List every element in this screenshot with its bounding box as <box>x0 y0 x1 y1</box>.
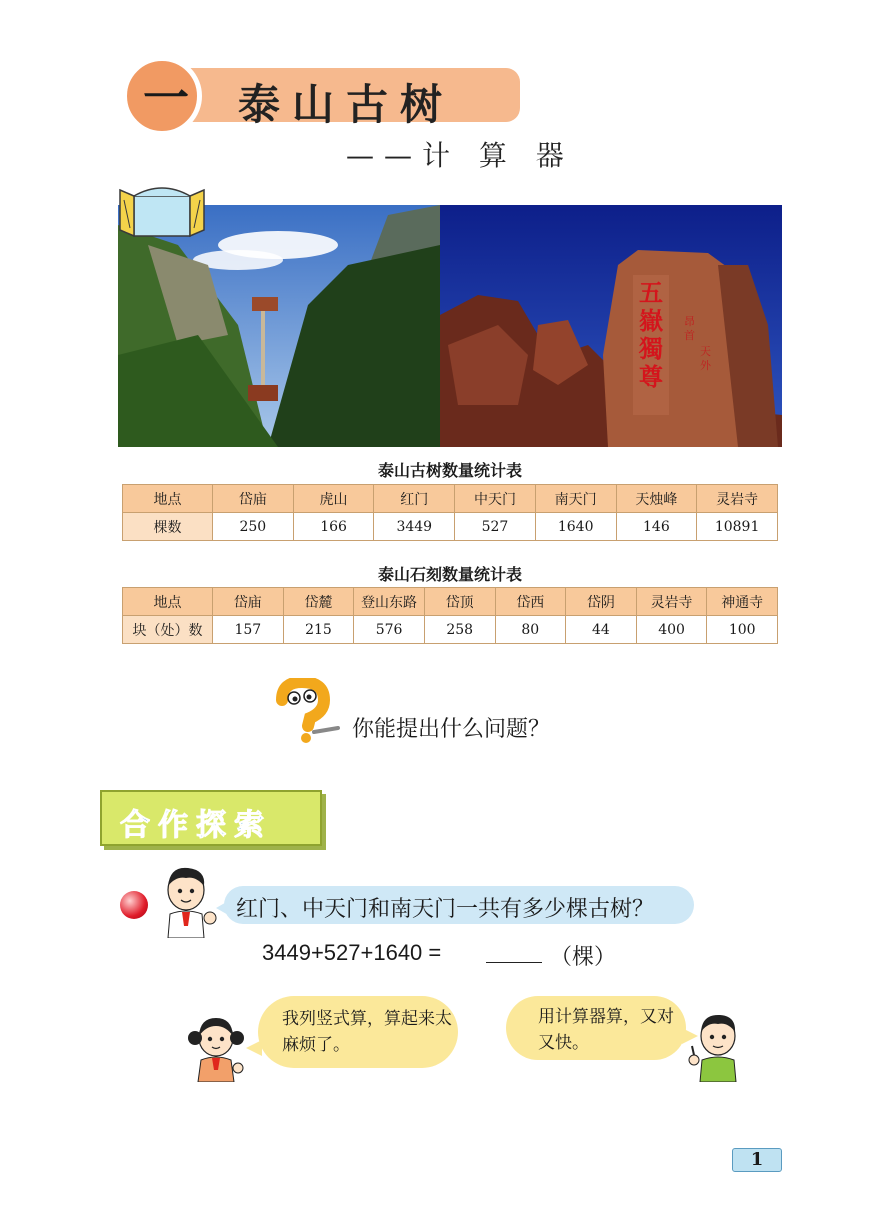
table-header-row <box>123 588 778 616</box>
table-cell: 215 <box>283 616 354 644</box>
question-mark-icon <box>272 678 344 744</box>
window-icon <box>116 178 208 238</box>
table-cell: 527 <box>455 513 536 541</box>
problem-question: 红门、中天门和南天门一共有多少棵古树？ <box>236 897 655 922</box>
table-cell: 80 <box>495 616 566 644</box>
table-cell: 250 <box>213 513 294 541</box>
table-header-cell: 岱顶 <box>424 588 495 616</box>
table-header-row <box>123 485 778 513</box>
boy-character-icon <box>156 864 218 938</box>
ancient-trees-table <box>122 484 778 541</box>
chapter-number: 一 <box>143 71 189 125</box>
chapter-title: 泰山古树 <box>238 80 455 129</box>
table-cell: 10891 <box>697 513 778 541</box>
table-row-head: 块（处）数 <box>123 616 213 644</box>
girl-speech-text: 我列竖式算，算起来太麻烦了。 <box>282 1009 452 1055</box>
page-number: 1 <box>750 1149 764 1170</box>
table-header-cell: 天烛峰 <box>616 485 697 513</box>
table-cell: 157 <box>213 616 284 644</box>
svg-text:獨: 獨 <box>639 334 663 363</box>
table-header-cell: 灵岩寺 <box>697 485 778 513</box>
equation: 3449+527+1640 = <box>262 940 442 965</box>
table-cell: 1640 <box>535 513 616 541</box>
table-header-cell: 灵岩寺 <box>636 588 707 616</box>
boy-character-icon <box>686 1012 748 1082</box>
table-header-cell: 岱庙 <box>213 588 284 616</box>
svg-text:嶽: 嶽 <box>639 306 663 335</box>
svg-text:外: 外 <box>700 359 711 372</box>
table-header-cell: 地点 <box>123 485 213 513</box>
table-header-cell: 神通寺 <box>707 588 778 616</box>
table-header-cell: 登山东路 <box>354 588 425 616</box>
stone-carvings-table <box>122 587 778 644</box>
mount-tai-photo <box>118 205 782 447</box>
table-row-head: 棵数 <box>123 513 213 541</box>
table-header-cell: 地点 <box>123 588 213 616</box>
table-row <box>123 616 778 644</box>
table-row <box>123 513 778 541</box>
table1-caption: 泰山古树数量统计表 <box>377 463 522 480</box>
table-header-cell: 南天门 <box>535 485 616 513</box>
table-cell: 166 <box>293 513 374 541</box>
table-cell: 146 <box>616 513 697 541</box>
table-header-cell: 岱庙 <box>213 485 294 513</box>
svg-text:五: 五 <box>639 278 663 307</box>
girl-character-icon <box>186 1014 248 1082</box>
table-header-cell: 虎山 <box>293 485 374 513</box>
svg-text:尊: 尊 <box>639 362 663 391</box>
answer-blank[interactable] <box>486 962 542 963</box>
explore-badge-label: 合作探索 <box>120 808 272 843</box>
table-header-cell: 红门 <box>374 485 455 513</box>
svg-text:天: 天 <box>700 345 711 358</box>
table-cell: 100 <box>707 616 778 644</box>
table-cell: 258 <box>424 616 495 644</box>
table2-caption: 泰山石刻数量统计表 <box>377 567 522 584</box>
svg-text:昂: 昂 <box>684 315 695 328</box>
table-cell: 3449 <box>374 513 455 541</box>
table-header-cell: 岱阴 <box>566 588 637 616</box>
table-cell: 44 <box>566 616 637 644</box>
table-cell: 576 <box>354 616 425 644</box>
bullet-icon <box>120 891 148 919</box>
table-header-cell: 岱西 <box>495 588 566 616</box>
question-prompt: 你能提出什么问题？ <box>352 717 551 742</box>
table-header-cell: 岱麓 <box>283 588 354 616</box>
table-header-cell: 中天门 <box>455 485 536 513</box>
svg-text:首: 首 <box>684 329 695 342</box>
mount-tai-photo-illustration <box>118 205 782 447</box>
table-cell: 400 <box>636 616 707 644</box>
equation-unit: （棵） <box>550 945 617 970</box>
boy-speech-text: 用计算器算，又对又快。 <box>538 1007 674 1053</box>
chapter-subtitle: ——计 算 器 <box>346 139 574 172</box>
